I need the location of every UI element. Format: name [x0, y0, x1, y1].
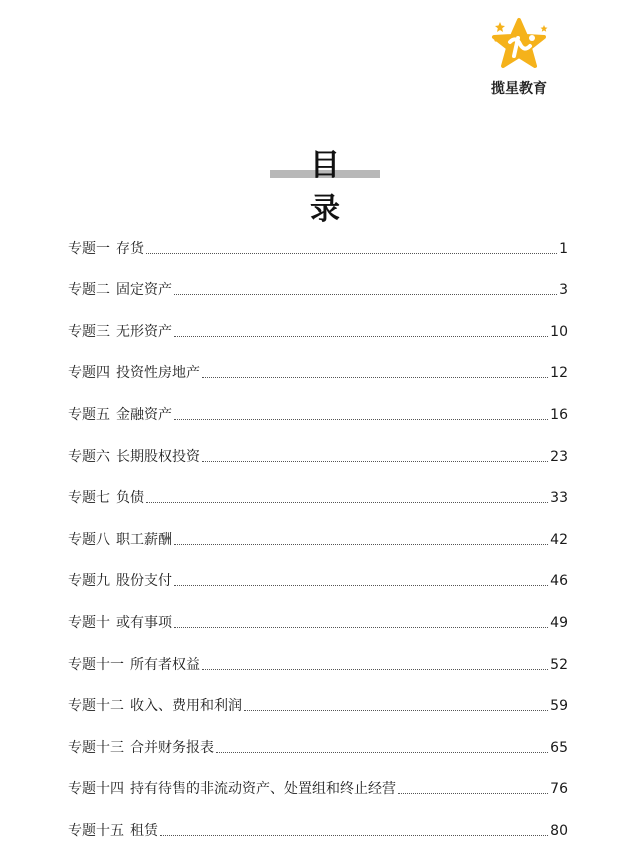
toc-leader-dots: [174, 627, 548, 628]
toc-page-number: 65: [550, 739, 568, 756]
toc-entry-label: [68, 615, 172, 631]
toc-page-number: 16: [550, 406, 568, 423]
brand-logo: [484, 16, 554, 96]
toc-page-number: 46: [550, 573, 568, 590]
toc-leader-dots: [216, 752, 548, 753]
toc-entry-label: [68, 823, 158, 839]
toc-entry-label: [68, 449, 200, 465]
toc-entry-label: [68, 241, 144, 257]
toc-entry-title: 固定资产: [116, 282, 172, 299]
toc-entry-label: [68, 657, 200, 673]
toc-entry-number: 专题十四: [68, 781, 124, 798]
toc-entry[interactable]: [68, 395, 568, 437]
toc-entry[interactable]: [68, 437, 568, 479]
toc-entry[interactable]: [68, 603, 568, 645]
toc-page-number: 1: [559, 240, 568, 257]
toc-entry-label: [68, 407, 172, 423]
toc-entry-title: 职工薪酬: [116, 531, 172, 548]
toc-entry-title: 股份支付: [116, 573, 172, 590]
toc-entry-number: 专题九: [68, 573, 110, 590]
toc-entry-title: 所有者权益: [130, 656, 200, 673]
toc-entry-number: 专题二: [68, 282, 110, 299]
toc-entry-label: [68, 698, 242, 714]
toc-entry-label: [68, 324, 172, 340]
toc-entry-label: [68, 282, 172, 298]
toc-page-number: 3: [559, 282, 568, 299]
toc-leader-dots: [146, 253, 557, 254]
toc-entry-title: 收入、费用和利润: [130, 698, 242, 715]
toc-leader-dots: [202, 669, 548, 670]
toc-entry-label: [68, 781, 396, 797]
toc-entry-title: 负债: [116, 490, 144, 507]
toc-leader-dots: [174, 419, 548, 420]
toc-leader-dots: [244, 710, 548, 711]
toc-entry-title: 持有待售的非流动资产、处置组和终止经营: [130, 781, 396, 798]
star-mascot-icon: [488, 16, 550, 76]
toc-entry[interactable]: [68, 687, 568, 729]
toc-leader-dots: [202, 377, 548, 378]
toc-leader-dots: [398, 793, 548, 794]
toc-entry-label: [68, 532, 172, 548]
toc-entry[interactable]: [68, 562, 568, 604]
toc-entry-number: 专题十: [68, 614, 110, 631]
toc-page-number: 52: [550, 656, 568, 673]
toc-entry-label: [68, 365, 200, 381]
toc-entry-number: 专题八: [68, 531, 110, 548]
toc-entry-number: 专题十五: [68, 822, 124, 839]
toc-entry-number: 专题一: [68, 240, 110, 257]
toc-entry-label: [68, 573, 172, 589]
page-title: 目录: [310, 148, 358, 227]
toc-page-number: 76: [550, 781, 568, 798]
toc-leader-dots: [202, 461, 548, 462]
toc-entry[interactable]: [68, 770, 568, 812]
brand-name: 揽星教育: [491, 81, 547, 97]
toc-entry-number: 专题十一: [68, 656, 124, 673]
toc-entry[interactable]: [68, 520, 568, 562]
toc-entry[interactable]: [68, 645, 568, 687]
toc-page-number: 80: [550, 822, 568, 839]
toc-entry-number: 专题十二: [68, 698, 124, 715]
toc-entry[interactable]: [68, 354, 568, 396]
toc-entry-label: [68, 740, 214, 756]
toc-entry[interactable]: [68, 271, 568, 313]
toc-entry-title: 长期股权投资: [116, 448, 200, 465]
toc-entry[interactable]: [68, 728, 568, 770]
toc-entry[interactable]: [68, 312, 568, 354]
toc-entry-number: 专题六: [68, 448, 110, 465]
toc-page-number: 33: [550, 490, 568, 507]
toc-entry-number: 专题四: [68, 365, 110, 382]
toc-leader-dots: [174, 294, 557, 295]
toc-page-number: 12: [550, 365, 568, 382]
toc-entry-title: 存货: [116, 240, 144, 257]
toc-entry-label: [68, 490, 144, 506]
toc-entry[interactable]: [68, 811, 568, 853]
toc-page-number: 49: [550, 614, 568, 631]
toc-entry-number: 专题三: [68, 323, 110, 340]
toc-leader-dots: [146, 502, 548, 503]
toc-page-number: 10: [550, 323, 568, 340]
toc-page-number: 42: [550, 531, 568, 548]
toc-entry-title: 合并财务报表: [130, 739, 214, 756]
toc-entry-title: 租赁: [130, 822, 158, 839]
toc-leader-dots: [174, 585, 548, 586]
toc-entry-number: 专题十三: [68, 739, 124, 756]
toc-entry-title: 无形资产: [116, 323, 172, 340]
toc-page-number: 59: [550, 698, 568, 715]
toc-heading: [270, 140, 380, 227]
toc-leader-dots: [174, 336, 548, 337]
toc-entry-number: 专题五: [68, 406, 110, 423]
toc-entry[interactable]: [68, 479, 568, 521]
toc-leader-dots: [174, 544, 548, 545]
toc-entry-title: 金融资产: [116, 406, 172, 423]
toc-entry-number: 专题七: [68, 490, 110, 507]
table-of-contents: [68, 229, 568, 853]
toc-page-number: 23: [550, 448, 568, 465]
toc-entry-title: 投资性房地产: [116, 365, 200, 382]
toc-entry-title: 或有事项: [116, 614, 172, 631]
toc-entry[interactable]: [68, 229, 568, 271]
